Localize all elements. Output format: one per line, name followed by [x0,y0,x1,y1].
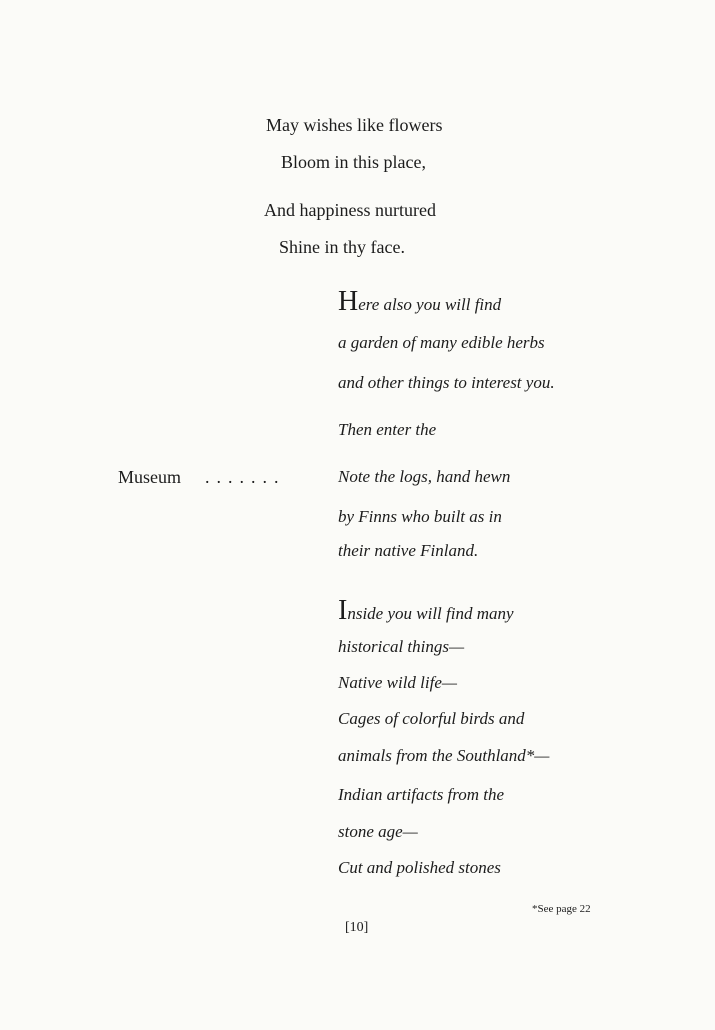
garden-line-4: Then enter the [338,420,437,439]
verse-line-4: Shine in thy face. [279,237,405,257]
page-number: [10] [345,920,369,935]
inside-line-4: Cages of colorful birds and [338,709,525,728]
inside-line-5: animals from the Southland*— [338,746,550,765]
museum-label: Museum [118,467,181,487]
inside-line-2: historical things— [338,637,465,656]
inside-line-7: stone age— [338,822,418,841]
museum-line-2: by Finns who built as in [338,507,502,526]
inside-line-6: Indian artifacts from the [338,785,505,804]
museum-line-1: Note the logs, hand hewn [338,467,511,486]
garden-line-1-text: ere also you will find [358,295,502,314]
inside-line-1 [338,595,514,626]
inside-line-8: Cut and polished stones [338,858,501,877]
inside-line-1-text: nside you will find many [347,604,514,623]
garden-line-2: a garden of many edible herbs [338,333,545,352]
inside-line-3: Native wild life— [338,673,457,692]
garden-dropcap: H [338,286,359,317]
verse-line-2: Bloom in this place, [281,152,426,172]
verse-line-1: May wishes like flowers [266,115,443,135]
garden-line-3: and other things to interest you. [338,373,555,392]
museum-leader-dots: ....... [205,467,286,487]
inside-dropcap: I [338,595,348,626]
museum-line-3: their native Finland. [338,541,479,560]
footnote: *See page 22 [532,903,591,915]
garden-line-1 [338,286,502,317]
verse-line-3: And happiness nurtured [264,200,436,220]
